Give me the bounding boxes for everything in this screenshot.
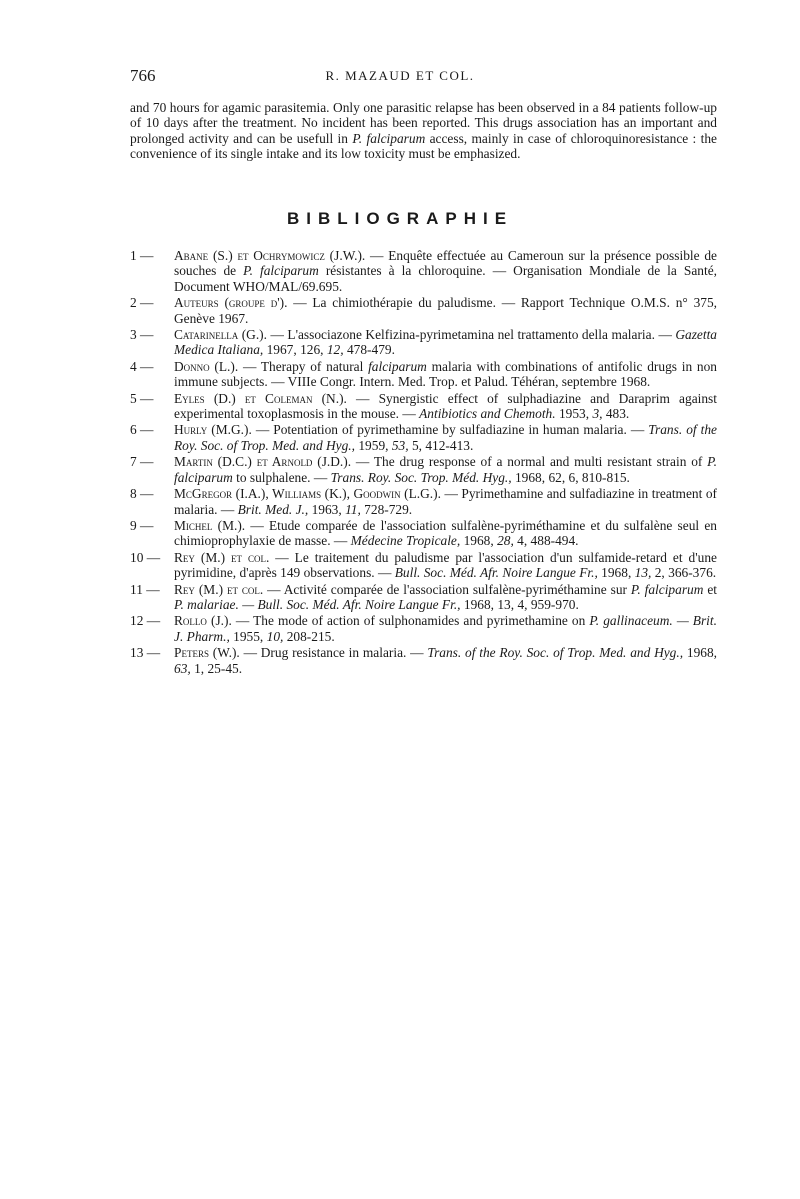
reference-authors: Donno (L.). xyxy=(174,358,239,374)
reference-number: 6 — xyxy=(130,422,154,438)
bibliography-list xyxy=(130,248,717,677)
reference-italic: P. falciparum xyxy=(243,263,319,279)
page-number: 766 xyxy=(130,66,156,85)
reference-authors: Eyles (D.) et Coleman (N.). xyxy=(174,390,347,406)
reference-authors: McGregor (I.A.), Williams (K.), Goodwin (L.G.). xyxy=(174,486,441,502)
intro-text-end: access, mainly in case of chloroquinoresistance : the convenience of its single intake and its low toxicity must be emphasized. xyxy=(130,130,717,162)
reference-item xyxy=(130,486,717,517)
reference-italic: 12, xyxy=(326,342,344,358)
reference-text: 483. xyxy=(602,406,630,422)
reference-item xyxy=(130,359,717,390)
reference-text: — The drug response of a normal and multi resistant strain of xyxy=(351,454,708,470)
reference-item xyxy=(130,295,717,326)
reference-authors: Catarinella (G.). xyxy=(174,327,267,343)
reference-authors: Martin (D.C.) et Arnold (J.D.). xyxy=(174,454,352,470)
reference-italic: Trans. of the Roy. Soc. of Trop. Med. and Hyg., xyxy=(427,645,684,661)
reference-text: 1968, 62, 6, 810-815. xyxy=(511,469,630,485)
reference-text: résistantes à la chloroquine. — Organisation Mondiale de la Santé, Document WHO/MAL/69.695. xyxy=(174,263,717,294)
reference-number: 12 — xyxy=(130,613,161,629)
reference-text: — Activité comparée de l'association sulfalène-pyriméthamine sur xyxy=(263,581,631,597)
reference-number: 4 — xyxy=(130,358,154,374)
reference-text: 728-729. xyxy=(360,501,413,517)
reference-number: 3 — xyxy=(130,327,154,343)
reference-authors: Abane (S.) et Ochrymowicz (J.W.). xyxy=(174,248,366,263)
reference-text: — L'associazone Kelfizina-pyrimetamina nel trattamento della malaria. — xyxy=(267,327,676,343)
reference-text: — Etude comparée de l'association sulfalène-pyriméthamine et du sulfalène seul en chimioprophylaxie de masse. — xyxy=(174,517,717,549)
reference-item xyxy=(130,518,717,549)
reference-text: et xyxy=(703,581,717,597)
reference-authors: Hurly (M.G.). xyxy=(174,422,252,438)
reference-text: — Pyrimethamine and sulfadiazine in treatment of malaria. — xyxy=(174,486,717,517)
reference-number: 2 — xyxy=(130,295,154,311)
reference-text: 1963, xyxy=(308,501,346,517)
reference-text: 208-215. xyxy=(283,628,335,644)
reference-text: — Le traitement du paludisme par l'association d'un sulfamide-retard et d'une pyrimidine, d'après 149 observations. — xyxy=(174,549,717,581)
reference-italic: P. gallinaceum. — Brit. J. Pharm., xyxy=(174,613,717,644)
reference-text: 1953, xyxy=(555,406,593,422)
section-title: BIBLIOGRAPHIE xyxy=(286,209,514,228)
reference-item xyxy=(130,550,717,581)
reference-italic: 53, xyxy=(391,437,409,453)
reference-authors: Rollo (J.). xyxy=(174,613,232,629)
reference-italic: 13, xyxy=(634,565,652,581)
reference-authors: Rey (M.) et col. xyxy=(174,549,270,565)
reference-authors: Michel (M.). xyxy=(174,517,246,533)
reference-italic: falciparum xyxy=(368,358,427,374)
reference-italic: 11, xyxy=(345,501,361,517)
reference-text: — La chimiothérapie du paludisme. — Rapport Technique O.M.S. n° 375, Genève 1967. xyxy=(174,295,717,326)
reference-italic: Trans. Roy. Soc. Trop. Méd. Hyg., xyxy=(330,469,512,485)
intro-text: and 70 hours for agamic parasitemia. Only one parasitic relapse has been observed in a 84 patients follow-up of 10 days after the treatment. No incident has been reported. This drugs association has an important and prolonged activity and can be usefull in xyxy=(130,100,717,146)
reference-italic: Trans. of the Roy. Soc. of Trop. Med. and Hyg., xyxy=(174,422,717,453)
reference-text: — Therapy of natural xyxy=(238,358,369,374)
reference-italic: 28, xyxy=(497,533,514,549)
reference-italic: Bull. Soc. Méd. Afr. Noire Langue Fr., xyxy=(394,565,598,581)
reference-authors: Auteurs (groupe d'). xyxy=(174,295,288,311)
reference-italic: 10, xyxy=(266,628,284,644)
reference-number: 13 — xyxy=(130,645,161,661)
reference-text: 1968, 13, 4, 959-970. xyxy=(460,596,579,612)
reference-italic: Antibiotics and Chemoth. xyxy=(419,406,556,422)
reference-number: 11 — xyxy=(130,581,160,597)
reference-text: 1967, 126, xyxy=(263,342,327,358)
reference-italic: Brit. Med. J., xyxy=(237,501,309,517)
reference-text: — Synergistic effect of sulphadiazine and Daraprim against experimental toxoplasmosis in the mouse. — xyxy=(174,390,717,422)
reference-item xyxy=(130,327,717,358)
reference-number: 9 — xyxy=(130,517,154,533)
reference-item xyxy=(130,613,717,644)
reference-text: 1959, xyxy=(355,437,392,453)
reference-item xyxy=(130,645,717,676)
reference-item xyxy=(130,454,717,485)
reference-number: 8 — xyxy=(130,486,154,502)
reference-italic: 63, xyxy=(174,660,191,676)
intro-paragraph xyxy=(130,100,717,162)
reference-number: 1 — xyxy=(130,248,154,263)
reference-text: 5, 412-413. xyxy=(408,437,474,453)
reference-italic: Gazetta Medica Italiana, xyxy=(174,327,717,358)
reference-text: to sulphalene. — xyxy=(232,469,331,485)
reference-number: 5 — xyxy=(130,390,154,406)
reference-text: 1, 25-45. xyxy=(190,660,243,676)
reference-text: 1968, xyxy=(597,565,635,581)
reference-item xyxy=(130,582,717,613)
reference-text: 2, 366-376. xyxy=(651,565,717,581)
reference-text: — Enquête effectuée au Cameroun sur la présence possible de souches de xyxy=(174,248,717,279)
reference-text: 1968, xyxy=(460,533,498,549)
reference-authors: Peters (W.). xyxy=(174,645,240,661)
reference-text: 4, 488-494. xyxy=(513,533,579,549)
reference-italic: Médecine Tropicale, xyxy=(350,533,461,549)
intro-species: P. falciparum xyxy=(352,130,426,146)
reference-text: — Drug resistance in malaria. — xyxy=(239,645,428,661)
reference-authors: Rey (M.) et col. xyxy=(174,581,264,597)
reference-item xyxy=(130,422,717,453)
reference-italic: 3, xyxy=(592,406,603,422)
reference-text: — The mode of action of sulphonamides and pyrimethamine on xyxy=(231,613,590,629)
reference-number: 10 — xyxy=(130,549,161,565)
reference-text: 1955, xyxy=(229,628,267,644)
reference-text: malaria with combinations of antifolic drugs in non immune subjects. — VIIIe Congr. Intern. Med. Trop. et Palud. Téhéran, septembre 1968. xyxy=(174,358,717,390)
reference-item xyxy=(130,248,717,294)
reference-italic: P. falciparum xyxy=(630,581,704,597)
reference-italic: P. falciparum xyxy=(174,454,717,485)
reference-text: — Potentiation of pyrimethamine by sulfadiazine in human malaria. — xyxy=(251,422,649,438)
reference-text: 478-479. xyxy=(343,342,395,358)
reference-item xyxy=(130,391,717,422)
running-head: R. MAZAUD ET COL. xyxy=(325,68,475,83)
reference-text: 1968, xyxy=(683,645,718,661)
reference-number: 7 — xyxy=(130,454,154,470)
reference-italic: P. malariae. — Bull. Soc. Méd. Afr. Noire Langue Fr., xyxy=(174,596,461,612)
